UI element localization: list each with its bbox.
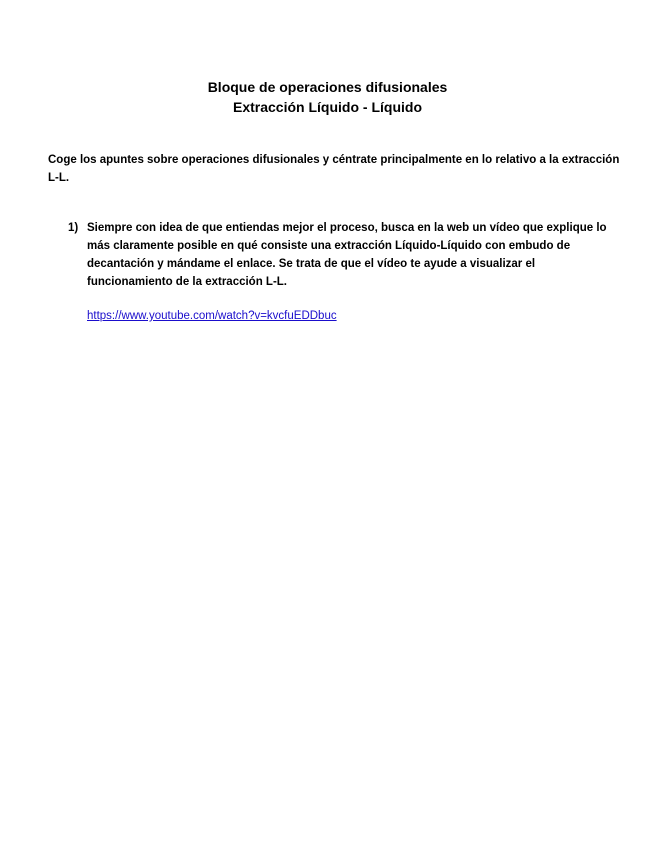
task-list (68, 219, 618, 325)
title-line-1: Bloque de operaciones difusionales (207, 79, 448, 95)
item-body (87, 219, 618, 325)
list-item (68, 219, 618, 325)
title-line-2: Extracción Líquido - Líquido (233, 99, 422, 115)
item-text: Siempre con idea de que entiendas mejor el proceso, busca en la web un vídeo que explique lo más claramente posible en qué consiste una extracción Líquido-Líquido con embudo de decantación y mándame el enlace. Se trata de que el vídeo te ayude a visualizar el funcionamiento de la extracción L-L. (87, 222, 607, 288)
youtube-link[interactable]: https://www.youtube.com/watch?v=kvcfuEDDbuc (87, 310, 337, 322)
intro-paragraph: Coge los apuntes sobre operaciones difusionales y céntrate principalmente en lo relativo a la extracción L-L. (48, 154, 620, 184)
document-title (0, 77, 655, 117)
item-number: 1) (68, 222, 79, 234)
